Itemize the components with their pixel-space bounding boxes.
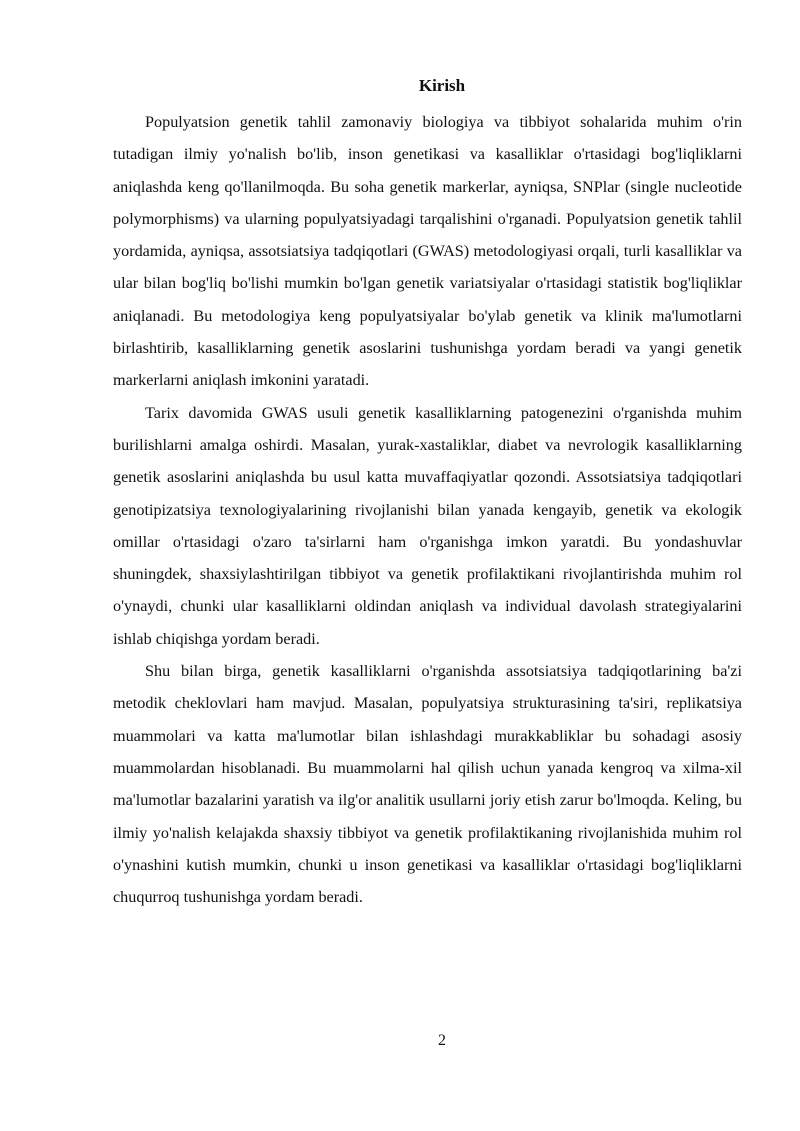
- section-heading: Kirish: [418, 76, 466, 95]
- paragraph-1: Populyatsion genetik tahlil zamonaviy biologiya va tibbiyot sohalarida muhim o'rin tutadigan ilmiy yo'nalish bo'lib, inson genetikasi va kasalliklar o'rtasidagi bog'liqliklarni aniqlashda keng qo'llanilmoqda. Bu soha genetik markerlar, ayniqsa, SNPlar (single nucleotide polymorphisms) va ularning populyatsiyadagi tarqalishini o'rganadi. Populyatsion genetik tahlil yordamida, ayniqsa, assotsiatsiya tadqiqotlari (GWAS) metodologiyasi orqali, turli kasalliklar va ular bilan bog'liq bo'lishi mumkin bo'lgan genetik variatsiyalar o'rtasidagi statistik bog'liqliklar aniqlanadi. Bu metodologiya keng populyatsiyalar bo'ylab genetik va klinik ma'lumotlarni birlashtirib, kasalliklarning genetik asoslarini tushunishga yordam beradi va yangi genetik markerlarni aniqlash imkonini yaratadi.: [113, 113, 742, 390]
- page-number: 2: [438, 1032, 446, 1049]
- paragraph-3: Shu bilan birga, genetik kasalliklarni o'rganishda assotsiatsiya tadqiqotlarining ba'zi metodik cheklovlari ham mavjud. Masalan, populyatsiya strukturasining ta'siri, replikatsiya muammolari va katta ma'lumotlar bilan ishlashdagi murakkabliklar bu sohadagi asosiy muammolardan hisoblanadi. Bu muammolarni hal qilish uchun yanada kengroq va xilma-xil ma'lumotlar bazalarini yaratish va ilg'or analitik usullarni joriy etish zarur bo'lmoqda. Keling, bu ilmiy yo'nalish kelajakda shaxsiy tibbiyot va genetik profilaktikaning rivojlanishida muhim rol o'ynashini kutish mumkin, chunki u inson genetikasi va kasalliklar o'rtasidagi bog'liqliklarni chuqurroq tushunishga yordam beradi.: [113, 662, 742, 907]
- section-body: [113, 106, 742, 913]
- paragraph-2: Tarix davomida GWAS usuli genetik kasalliklarning patogenezini o'rganishda muhim burilishlarni amalga oshirdi. Masalan, yurak-xastaliklar, diabet va nevrologik kasalliklarning genetik asoslarini aniqlashda bu usul katta muvaffaqiyatlar qozondi. Assotsiatsiya tadqiqotlari genotipizatsiya texnologiyalarining rivojlanishi bilan yanada kengayib, genetik va ekologik omillar o'rtasidagi o'zaro ta'sirlarni ham o'rganishga imkon yaratdi. Bu yondashuvlar shuningdek, shaxsiylashtirilgan tibbiyot va genetik profilaktikani rivojlantirishda muhim rol o'ynaydi, chunki ular kasalliklarni oldindan aniqlash va individual davolash strategiyalarini ishlab chiqishga yordam beradi.: [113, 403, 742, 648]
